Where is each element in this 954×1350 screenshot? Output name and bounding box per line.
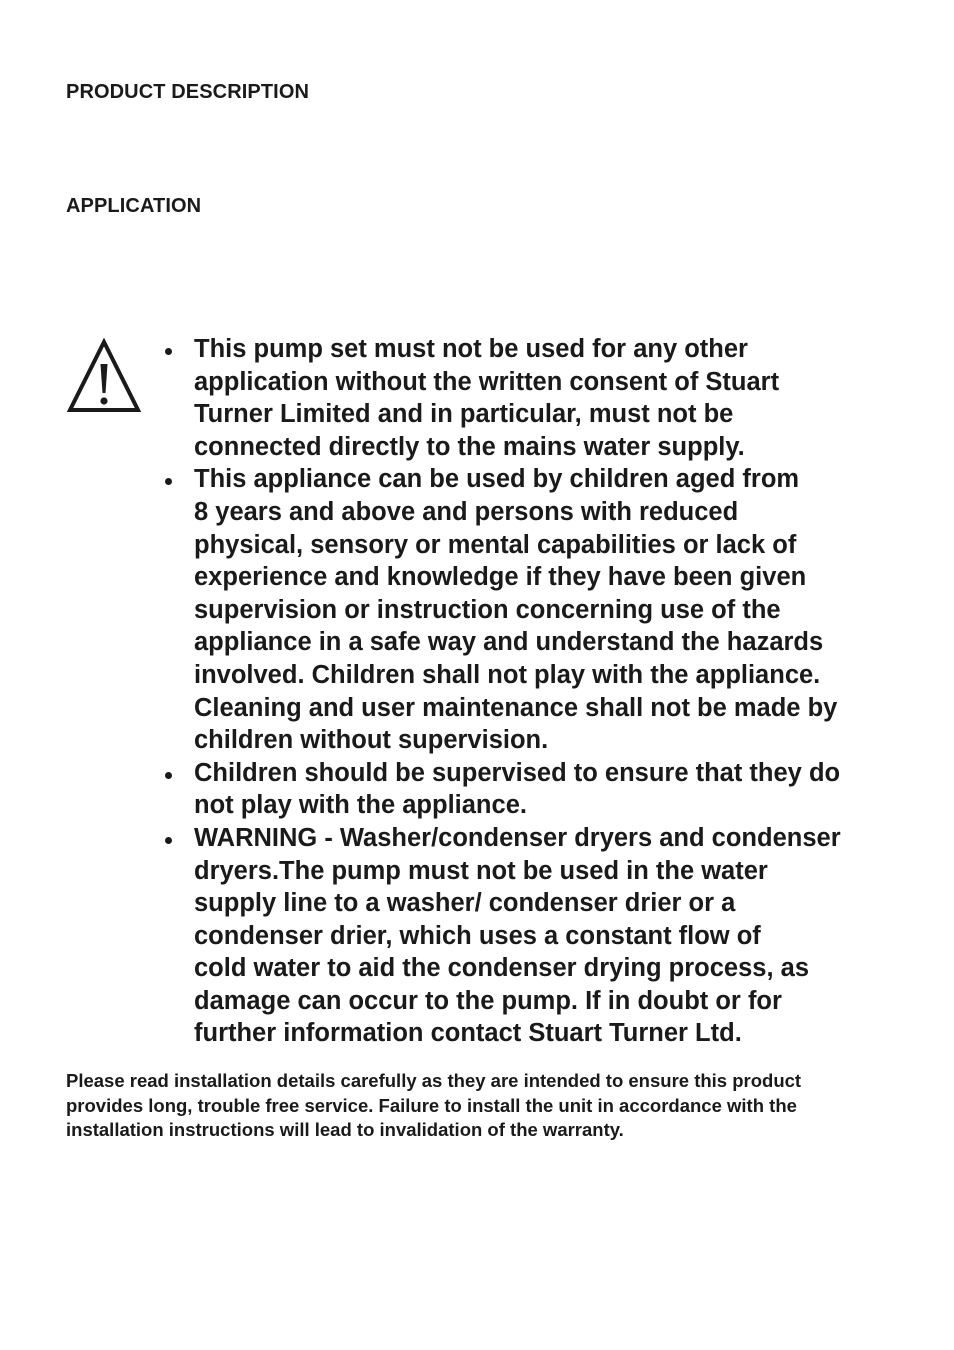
bullet-dot-icon — [165, 772, 172, 779]
bullet-line: application without the written consent of Stuart — [194, 367, 780, 396]
bullet-dot-icon — [165, 478, 172, 485]
bullet-line: Turner Limited and in particular, must not be — [194, 400, 734, 429]
section-heading-application: APPLICATION — [66, 195, 202, 217]
safety-bullet-list — [160, 333, 900, 1050]
bullet-line: 8 years and above and persons with reduced — [194, 497, 739, 526]
bullet-line: Cleaning and user maintenance shall not be made by — [194, 693, 838, 722]
bullet-item — [160, 463, 900, 756]
bullet-dot-icon — [165, 837, 172, 844]
bullet-item — [160, 822, 900, 1050]
bullet-line: dryers.The pump must not be used in the water — [194, 856, 768, 885]
bullet-line: children without supervision. — [194, 726, 549, 755]
installation-note — [66, 1069, 906, 1143]
note-line: Please read installation details carefully as they are intended to ensure this product — [66, 1070, 802, 1091]
bullet-line: This appliance can be used by children aged from — [194, 465, 800, 494]
section-heading-product-description: PRODUCT DESCRIPTION — [66, 81, 310, 103]
bullet-line: not play with the appliance. — [194, 791, 527, 820]
bullet-line: connected directly to the mains water supply. — [194, 432, 745, 461]
bullet-line: cold water to aid the condenser drying process, as — [194, 954, 810, 983]
bullet-line: further information contact Stuart Turner Ltd. — [194, 1019, 742, 1048]
bullet-line: damage can occur to the pump. If in doubt or for — [194, 986, 782, 1015]
bullet-line: physical, sensory or mental capabilities or lack of — [194, 530, 797, 559]
bullet-line: supply line to a washer/ condenser drier or a — [194, 889, 736, 918]
bullet-line: This pump set must not be used for any other — [194, 335, 748, 363]
bullet-line: experience and knowledge if they have been given — [194, 563, 807, 592]
bullet-line: appliance in a safe way and understand the hazards — [194, 628, 824, 657]
bullet-item — [160, 333, 900, 463]
bullet-line: WARNING - Washer/condenser dryers and condenser — [194, 823, 841, 852]
bullet-dot-icon — [165, 348, 172, 355]
bullet-line: Children should be supervised to ensure that they do — [194, 758, 841, 787]
warning-triangle-icon — [66, 338, 142, 414]
bullet-line: supervision or instruction concerning use of the — [194, 595, 781, 624]
bullet-line: condenser drier, which uses a constant flow of — [194, 921, 761, 950]
note-line: installation instructions will lead to invalidation of the warranty. — [66, 1119, 624, 1140]
bullet-item — [160, 757, 900, 822]
bullet-line: involved. Children shall not play with the appliance. — [194, 660, 821, 689]
note-line: provides long, trouble free service. Failure to install the unit in accordance with the — [66, 1094, 797, 1116]
